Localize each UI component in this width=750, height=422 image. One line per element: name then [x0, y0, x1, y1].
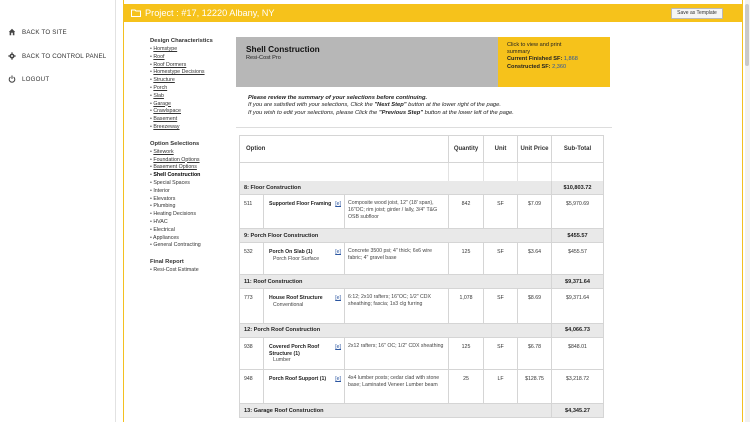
side-menu-item[interactable]	[150, 172, 230, 180]
side-menu-item[interactable]	[150, 54, 230, 62]
bullet: •	[150, 203, 154, 210]
col-subtotal: Sub-Total	[551, 136, 603, 162]
section-menu	[150, 38, 230, 275]
power-icon	[8, 75, 16, 83]
side-menu-item[interactable]	[150, 77, 230, 85]
section-total: $455.57	[551, 229, 603, 242]
bullet: •	[150, 172, 154, 179]
item-unit: SF	[483, 338, 517, 369]
item-code: 773	[244, 295, 253, 302]
table-row	[239, 195, 604, 229]
item-subname: Conventional	[273, 302, 304, 309]
page-header	[236, 37, 498, 87]
section-row	[239, 275, 604, 289]
side-menu-item-label: Special Spaces	[153, 179, 190, 186]
section-total: $4,066.73	[551, 324, 603, 337]
section-name: 12: Porch Roof Construction	[244, 327, 321, 334]
side-menu-item-label: Electrical	[153, 226, 175, 233]
table-header	[239, 135, 604, 163]
side-menu-item[interactable]	[150, 101, 230, 109]
item-code: 938	[244, 343, 253, 350]
table-row	[239, 243, 604, 275]
side-menu-item-label: Sitework	[153, 148, 174, 155]
item-subname: Lumber	[273, 357, 291, 364]
side-menu-item[interactable]	[150, 164, 230, 172]
item-name: Covered Porch Roof Structure (1)	[269, 343, 320, 357]
bullet: •	[150, 53, 154, 60]
table-row	[239, 338, 604, 370]
bullet: •	[150, 61, 154, 68]
side-menu-item[interactable]	[150, 235, 230, 243]
instructions	[248, 95, 608, 117]
item-quantity: 125	[448, 338, 483, 369]
side-menu-item[interactable]	[150, 93, 230, 101]
item-unit: SF	[483, 195, 517, 228]
section-row	[239, 181, 604, 195]
side-menu-item[interactable]	[150, 188, 230, 196]
side-menu-item[interactable]	[150, 62, 230, 70]
item-name-cell	[263, 370, 344, 403]
save-as-template-button[interactable]: Save as Template	[671, 8, 723, 19]
side-menu-item[interactable]	[150, 196, 230, 204]
item-unit: SF	[483, 289, 517, 322]
side-menu-item[interactable]	[150, 203, 230, 211]
divider	[236, 127, 612, 128]
side-menu-item-label: Heating Decisions	[153, 211, 197, 218]
side-menu-item[interactable]	[150, 157, 230, 165]
item-quantity: 25	[448, 370, 483, 403]
bullet: •	[150, 108, 154, 115]
side-menu-item-label: Foundation Options	[153, 156, 200, 163]
side-menu-item-label: General Contracting	[153, 242, 201, 249]
section-name: 9: Porch Floor Construction	[244, 232, 319, 239]
item-code: 511	[244, 201, 253, 207]
bullet: •	[150, 92, 154, 99]
side-menu-item-label: Garage	[153, 100, 171, 107]
bullet: •	[150, 116, 154, 123]
project-bar	[124, 4, 743, 22]
item-description: Concrete 3500 psi; 4" thick; 6x6 wire fabric; 4" gravel base	[344, 243, 448, 274]
item-name-cell	[263, 195, 344, 228]
side-menu-item-label: Structure	[153, 77, 175, 84]
side-menu-item-label: Shell Construction	[153, 172, 201, 179]
side-menu-item-label: Resi-Cost Estimate	[153, 267, 199, 274]
item-unit-price: $128.75	[517, 370, 551, 403]
edit-link[interactable]: [e]	[335, 249, 341, 256]
bullet: •	[150, 179, 154, 186]
item-quantity: 125	[448, 243, 483, 274]
side-menu-item[interactable]	[150, 211, 230, 219]
side-menu-item-label: Roof	[153, 53, 165, 60]
side-menu-item[interactable]	[150, 149, 230, 157]
page-subtitle: Resi-Cost Pro	[246, 55, 281, 61]
side-menu-item-label: Roof Dormers	[153, 61, 187, 68]
instructions-line-1: If you are satisfied with your selections, Click the "Next Step" button at the lower right of the page.	[248, 102, 501, 109]
side-menu-item[interactable]	[150, 242, 230, 250]
bullet: •	[150, 242, 154, 249]
edit-link[interactable]: [e]	[335, 343, 341, 350]
final-report-list	[150, 267, 230, 275]
bullet: •	[150, 226, 154, 233]
instructions-heading: Please review the summary of your selections before continuing.	[248, 95, 428, 101]
item-unit-price: $7.09	[517, 195, 551, 228]
item-unit: SF	[483, 243, 517, 274]
side-menu-item-label: Interior	[153, 187, 170, 194]
table-body	[239, 181, 604, 418]
item-unit-price: $3.64	[517, 243, 551, 274]
section-total: $4,345.27	[551, 404, 603, 417]
item-name-cell	[263, 243, 344, 274]
design-characteristics-list	[150, 46, 230, 132]
back-to-site-link[interactable]	[8, 28, 67, 36]
side-menu-item-label: Slab	[153, 92, 164, 99]
item-name: Porch On Slab (1)	[269, 249, 313, 256]
bullet: •	[150, 156, 154, 163]
bullet: •	[150, 46, 154, 52]
side-menu-item-label: Basement	[153, 116, 178, 123]
content-frame	[123, 0, 743, 422]
table-row	[239, 370, 604, 404]
item-name: Supported Floor Framing	[269, 201, 332, 207]
design-characteristics-heading: Design Characteristics	[150, 38, 213, 44]
item-unit: LF	[483, 370, 517, 403]
item-description: 6:12; 2x10 rafters; 16"OC; 1/2" CDX sheathing; fascia; 1x3 clg furring	[344, 289, 448, 322]
bullet: •	[150, 234, 154, 241]
section-row	[239, 229, 604, 243]
left-navigation	[0, 0, 116, 422]
back-to-control-panel-label: BACK TO CONTROL PANEL	[22, 52, 107, 60]
item-name: House Roof Structure	[269, 295, 323, 302]
logout-link[interactable]	[8, 75, 49, 83]
bullet: •	[150, 100, 154, 107]
side-menu-item[interactable]	[150, 180, 230, 188]
side-menu-item-label: HVAC	[153, 218, 168, 225]
item-quantity: 1,078	[448, 289, 483, 322]
side-menu-item[interactable]	[150, 227, 230, 235]
item-code: 532	[244, 249, 253, 256]
side-menu-item-label: Breezeway	[153, 123, 180, 130]
bullet: •	[150, 69, 154, 76]
item-description: Composite wood joist, 12" (18' span), 16"OC; rim joist; girder / lally, 3/4" T&G OSB subfloor	[344, 195, 448, 228]
view-summary-link[interactable]: Click to view and print	[507, 42, 562, 48]
table-row	[239, 289, 604, 323]
project-title: Project : #17, 12220 Albany, NY	[145, 8, 275, 18]
side-menu-item-label: Homstype	[153, 46, 178, 52]
back-to-control-panel-link[interactable]	[8, 52, 106, 60]
option-selections-list	[150, 149, 230, 250]
side-menu-item[interactable]	[150, 124, 230, 132]
item-name: Porch Roof Support (1)	[269, 375, 327, 382]
item-subtotal: $5,970.69	[551, 195, 603, 228]
bullet: •	[150, 123, 154, 130]
summary-box[interactable]	[498, 37, 610, 87]
side-menu-item[interactable]	[150, 85, 230, 93]
option-selections-heading: Option Selections	[150, 140, 200, 147]
constructed-sf: Constructed SF: 2,360	[507, 63, 567, 70]
edit-link[interactable]: [e]	[335, 375, 341, 382]
scrollbar-thumb[interactable]	[745, 4, 749, 66]
section-total: $9,371.64	[551, 275, 603, 288]
item-unit-price: $8.69	[517, 289, 551, 322]
item-subtotal: $3,218.72	[551, 370, 603, 403]
item-description: 2x12 rafters; 16" OC; 1/2" CDX sheathing	[344, 338, 448, 369]
bullet: •	[150, 211, 154, 218]
edit-link[interactable]: [e]	[335, 295, 341, 302]
item-description: 4x4 lumber posts; cedar clad with stone base; Laminated Veneer Lumber beam	[344, 370, 448, 403]
final-report-heading: Final Report	[150, 259, 184, 266]
logout-label: LOGOUT	[22, 75, 50, 83]
section-row	[239, 404, 604, 418]
item-name-cell	[263, 289, 344, 322]
home-icon	[8, 28, 16, 36]
table-spacer	[239, 163, 604, 181]
side-menu-item[interactable]	[150, 108, 230, 116]
item-quantity: 842	[448, 195, 483, 228]
page-title: Shell Construction	[246, 44, 320, 54]
current-finished-sf: Current Finished SF: 1,868	[507, 56, 578, 63]
side-menu-item-label: Crawlspace	[153, 108, 181, 115]
back-to-site-label: BACK TO SITE	[22, 28, 67, 36]
section-name: 8: Floor Construction	[244, 184, 301, 191]
item-code: 948	[244, 375, 253, 382]
bullet: •	[150, 77, 154, 84]
section-name: 11: Roof Construction	[244, 278, 303, 285]
bullet: •	[150, 148, 154, 155]
gear-icon	[8, 52, 16, 60]
edit-link[interactable]: [e]	[335, 201, 341, 207]
side-menu-item[interactable]	[150, 219, 230, 227]
bullet: •	[150, 195, 154, 202]
side-menu-item[interactable]	[150, 46, 230, 54]
bullet: •	[150, 267, 154, 274]
col-quantity: Quantity	[448, 136, 483, 162]
side-menu-item-label: Appliances	[153, 234, 179, 241]
item-subtotal: $455.57	[551, 243, 603, 274]
side-menu-item-label: Elevators	[153, 195, 176, 202]
side-menu-item-label: Homestype Decisions	[153, 69, 205, 76]
section-name: 13: Garage Roof Construction	[244, 407, 324, 414]
item-unit-price: $6.78	[517, 338, 551, 369]
view-summary-link-line2: summary	[507, 49, 530, 56]
section-total: $10,803.72	[551, 181, 603, 194]
item-subtotal: $9,371.64	[551, 289, 603, 322]
side-menu-item[interactable]	[150, 267, 230, 275]
col-unit: Unit	[483, 136, 517, 162]
item-name-cell	[263, 338, 344, 369]
side-menu-item[interactable]	[150, 116, 230, 124]
item-subtotal: $848.01	[551, 338, 603, 369]
side-menu-item-label: Basement Options	[153, 164, 197, 171]
side-menu-item-label: Porch	[153, 84, 168, 91]
section-row	[239, 324, 604, 338]
side-menu-item[interactable]	[150, 69, 230, 77]
bullet: •	[150, 84, 154, 91]
side-menu-item-label: Plumbing	[153, 203, 176, 210]
bullet: •	[150, 164, 154, 171]
folder-icon	[131, 8, 141, 18]
col-option: Option	[246, 145, 266, 152]
instructions-line-2: If you wish to edit your selections, please Click the "Previous Step" button at the lower left of the page.	[248, 109, 514, 116]
selections-table	[239, 135, 604, 418]
bullet: •	[150, 187, 154, 194]
col-unit-price: Unit Price	[517, 136, 551, 162]
bullet: •	[150, 218, 154, 225]
item-subname: Porch Floor Surface	[273, 256, 320, 263]
